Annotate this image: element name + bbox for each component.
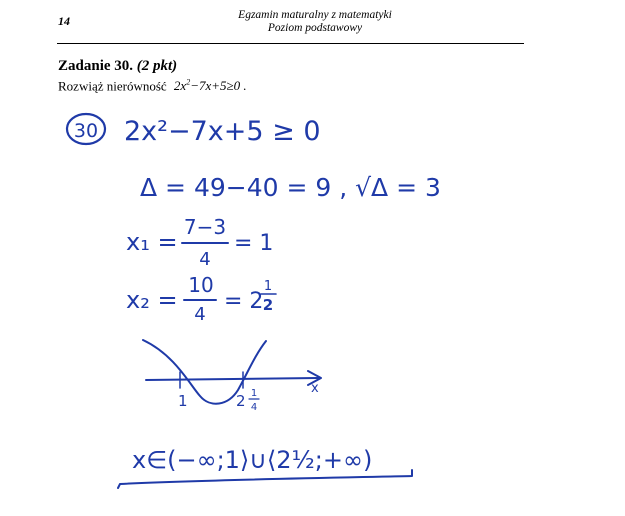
- root2-label-denominator: 4: [250, 402, 258, 413]
- instruction-text: Rozwiąż nierówność: [58, 78, 167, 94]
- x1-result: = 1: [234, 231, 274, 256]
- x2-mixed-numerator: 1: [263, 279, 273, 294]
- handwritten-inequality: 2x²−7x+5 ≥ 0: [124, 116, 321, 147]
- handwritten-answer: x∈(−∞;1⟩∪⟨2½;+∞): [132, 446, 373, 474]
- expr-part-a: 2x: [173, 78, 187, 94]
- x2-denominator: 4: [194, 304, 206, 325]
- x2-numerator: 10: [188, 273, 214, 297]
- task-points: (2 pkt): [136, 58, 178, 74]
- x1-label: x₁ =: [126, 228, 178, 256]
- number-line-axis: [146, 378, 318, 380]
- x1-denominator: 4: [199, 249, 211, 270]
- handwritten-delta: Δ = 49−40 = 9 , √Δ = 3: [140, 173, 441, 202]
- axis-label: x: [311, 381, 319, 396]
- x1-numerator: 7−3: [183, 215, 227, 239]
- parabola-sketch: [143, 340, 266, 404]
- exam-title: Egzamin maturalny z matematyki: [238, 9, 392, 21]
- task-number: Zadanie 30.: [58, 58, 134, 74]
- task-label: 30: [73, 120, 99, 142]
- root1-label: 1: [178, 392, 188, 410]
- root2-label-whole: 2: [236, 392, 246, 410]
- x2-label: x₂ =: [126, 286, 178, 314]
- page-number: 14: [58, 14, 70, 28]
- root2-label-numerator: 1: [250, 388, 258, 399]
- expr-part-b: −7x+5≥0 .: [190, 78, 247, 94]
- x2-mixed-denominator: 2: [262, 296, 274, 314]
- expr-exponent: 2: [186, 78, 191, 87]
- x2-result: = 2: [224, 289, 264, 314]
- exam-level: Poziom podstawowy: [267, 22, 363, 34]
